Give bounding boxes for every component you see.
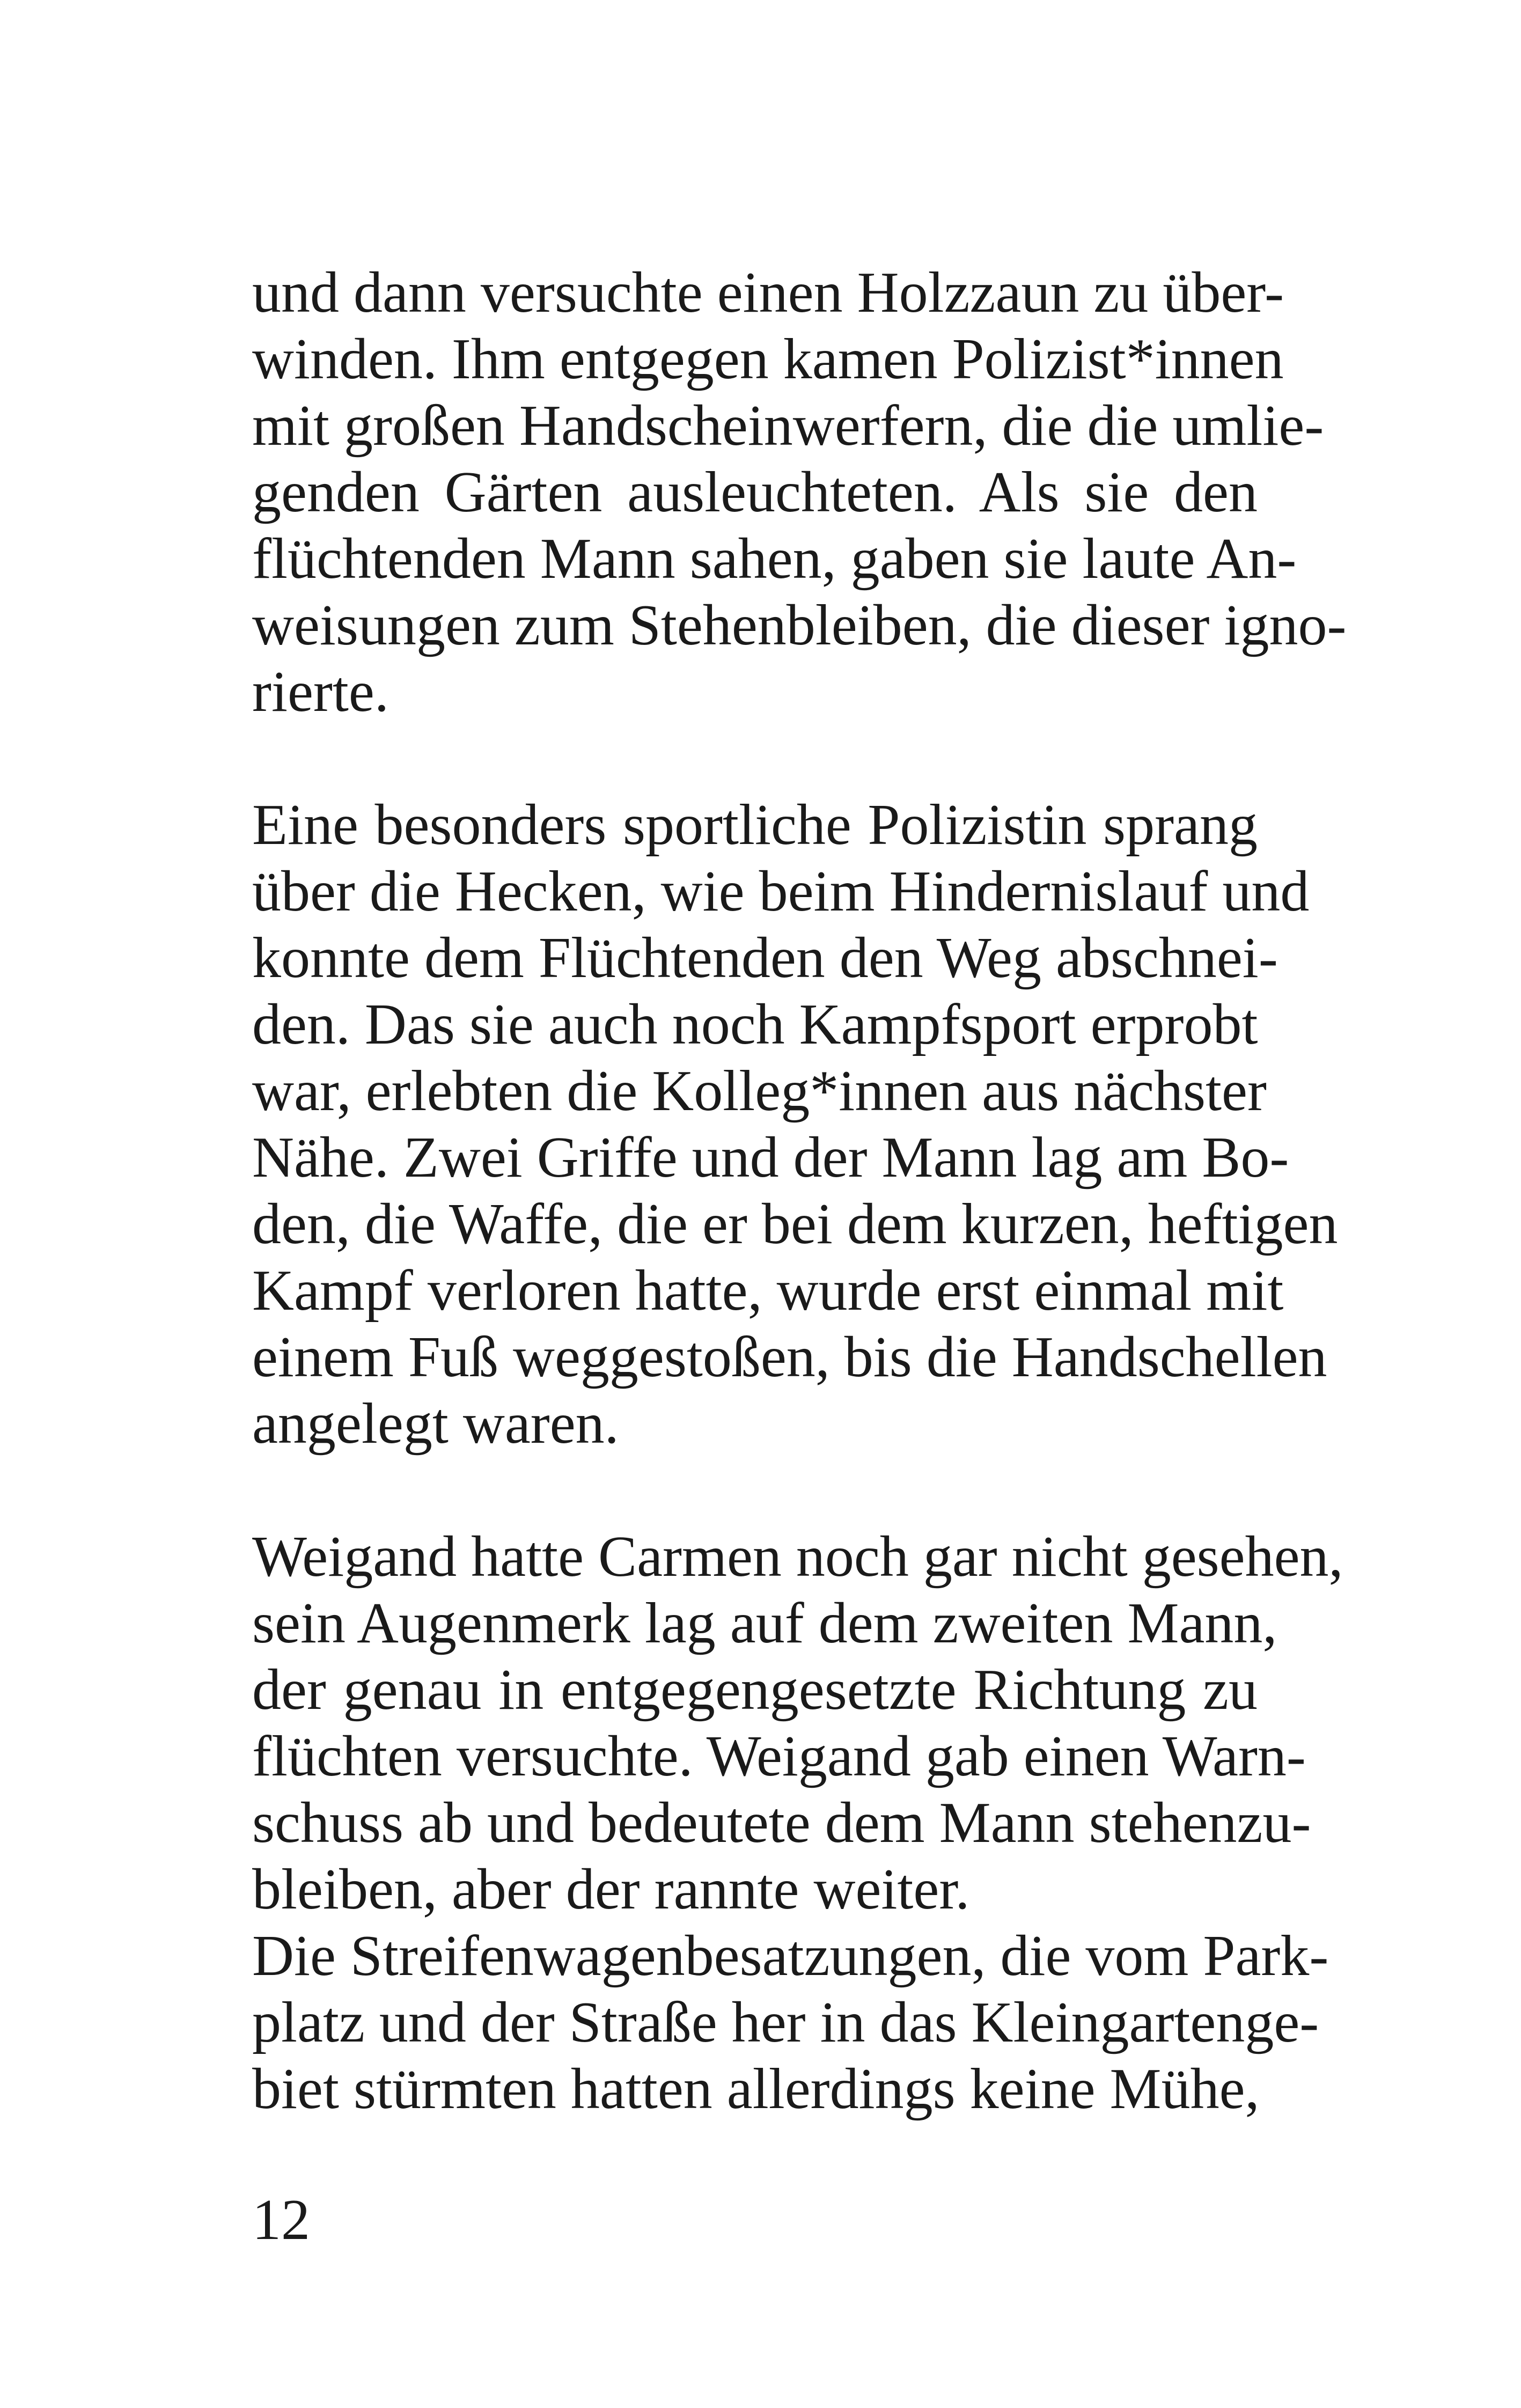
text-line: biet stürmten hatten allerdings keine Mühe, — [252, 2057, 1260, 2121]
text-line: Kampf verloren hatte, wurde erst einmal mit — [252, 1259, 1284, 1323]
page-number: 12 — [252, 2188, 310, 2252]
text-line: schuss ab und bedeutete dem Mann stehenzu- — [252, 1791, 1311, 1855]
text-line: über die Hecken, wie beim Hindernislauf und — [252, 860, 1310, 923]
text-line: rierte. — [252, 660, 389, 724]
text-line: genden Gärten ausleuchteten. Als sie den — [252, 460, 1258, 524]
text-line: mit großen Handscheinwerfern, die die umlie- — [252, 394, 1324, 458]
text-line: war, erlebten die Kolleg*innen aus nächster — [252, 1059, 1267, 1123]
text-line: den, die Waffe, die er bei dem kurzen, heftigen — [252, 1192, 1338, 1256]
text-line: Weigand hatte Carmen noch gar nicht gesehen, — [252, 1525, 1343, 1589]
text-line: angelegt waren. — [252, 1392, 619, 1456]
text-line: und dann versuchte einen Holzzaun zu über- — [252, 261, 1284, 325]
text-line: winden. Ihm entgegen kamen Polizist*innen — [252, 327, 1284, 391]
text-line: weisungen zum Stehenbleiben, die dieser igno- — [252, 593, 1347, 657]
text-line: platz und der Straße her in das Kleingartenge- — [252, 1991, 1319, 2054]
text-line: flüchtenden Mann sahen, gaben sie laute An- — [252, 527, 1297, 591]
text-line: Eine besonders sportliche Polizistin sprang — [252, 793, 1258, 857]
text-line: den. Das sie auch noch Kampfsport erprobt — [252, 993, 1258, 1056]
text-line: flüchten versuchte. Weigand gab einen Warn- — [252, 1724, 1306, 1788]
text-line: sein Augenmerk lag auf dem zweiten Mann, — [252, 1591, 1277, 1655]
text-line: Die Streifenwagenbesatzungen, die vom Park- — [252, 1924, 1329, 1988]
text-line: der genau in entgegengesetzte Richtung zu — [252, 1658, 1258, 1722]
text-line: Nähe. Zwei Griffe und der Mann lag am Bo- — [252, 1126, 1289, 1190]
text-line: einem Fuß weggestoßen, bis die Handschellen — [252, 1325, 1327, 1389]
text-line: bleiben, aber der rannte weiter. — [252, 1858, 970, 1921]
text-line: konnte dem Flüchtenden den Weg abschnei- — [252, 926, 1278, 990]
